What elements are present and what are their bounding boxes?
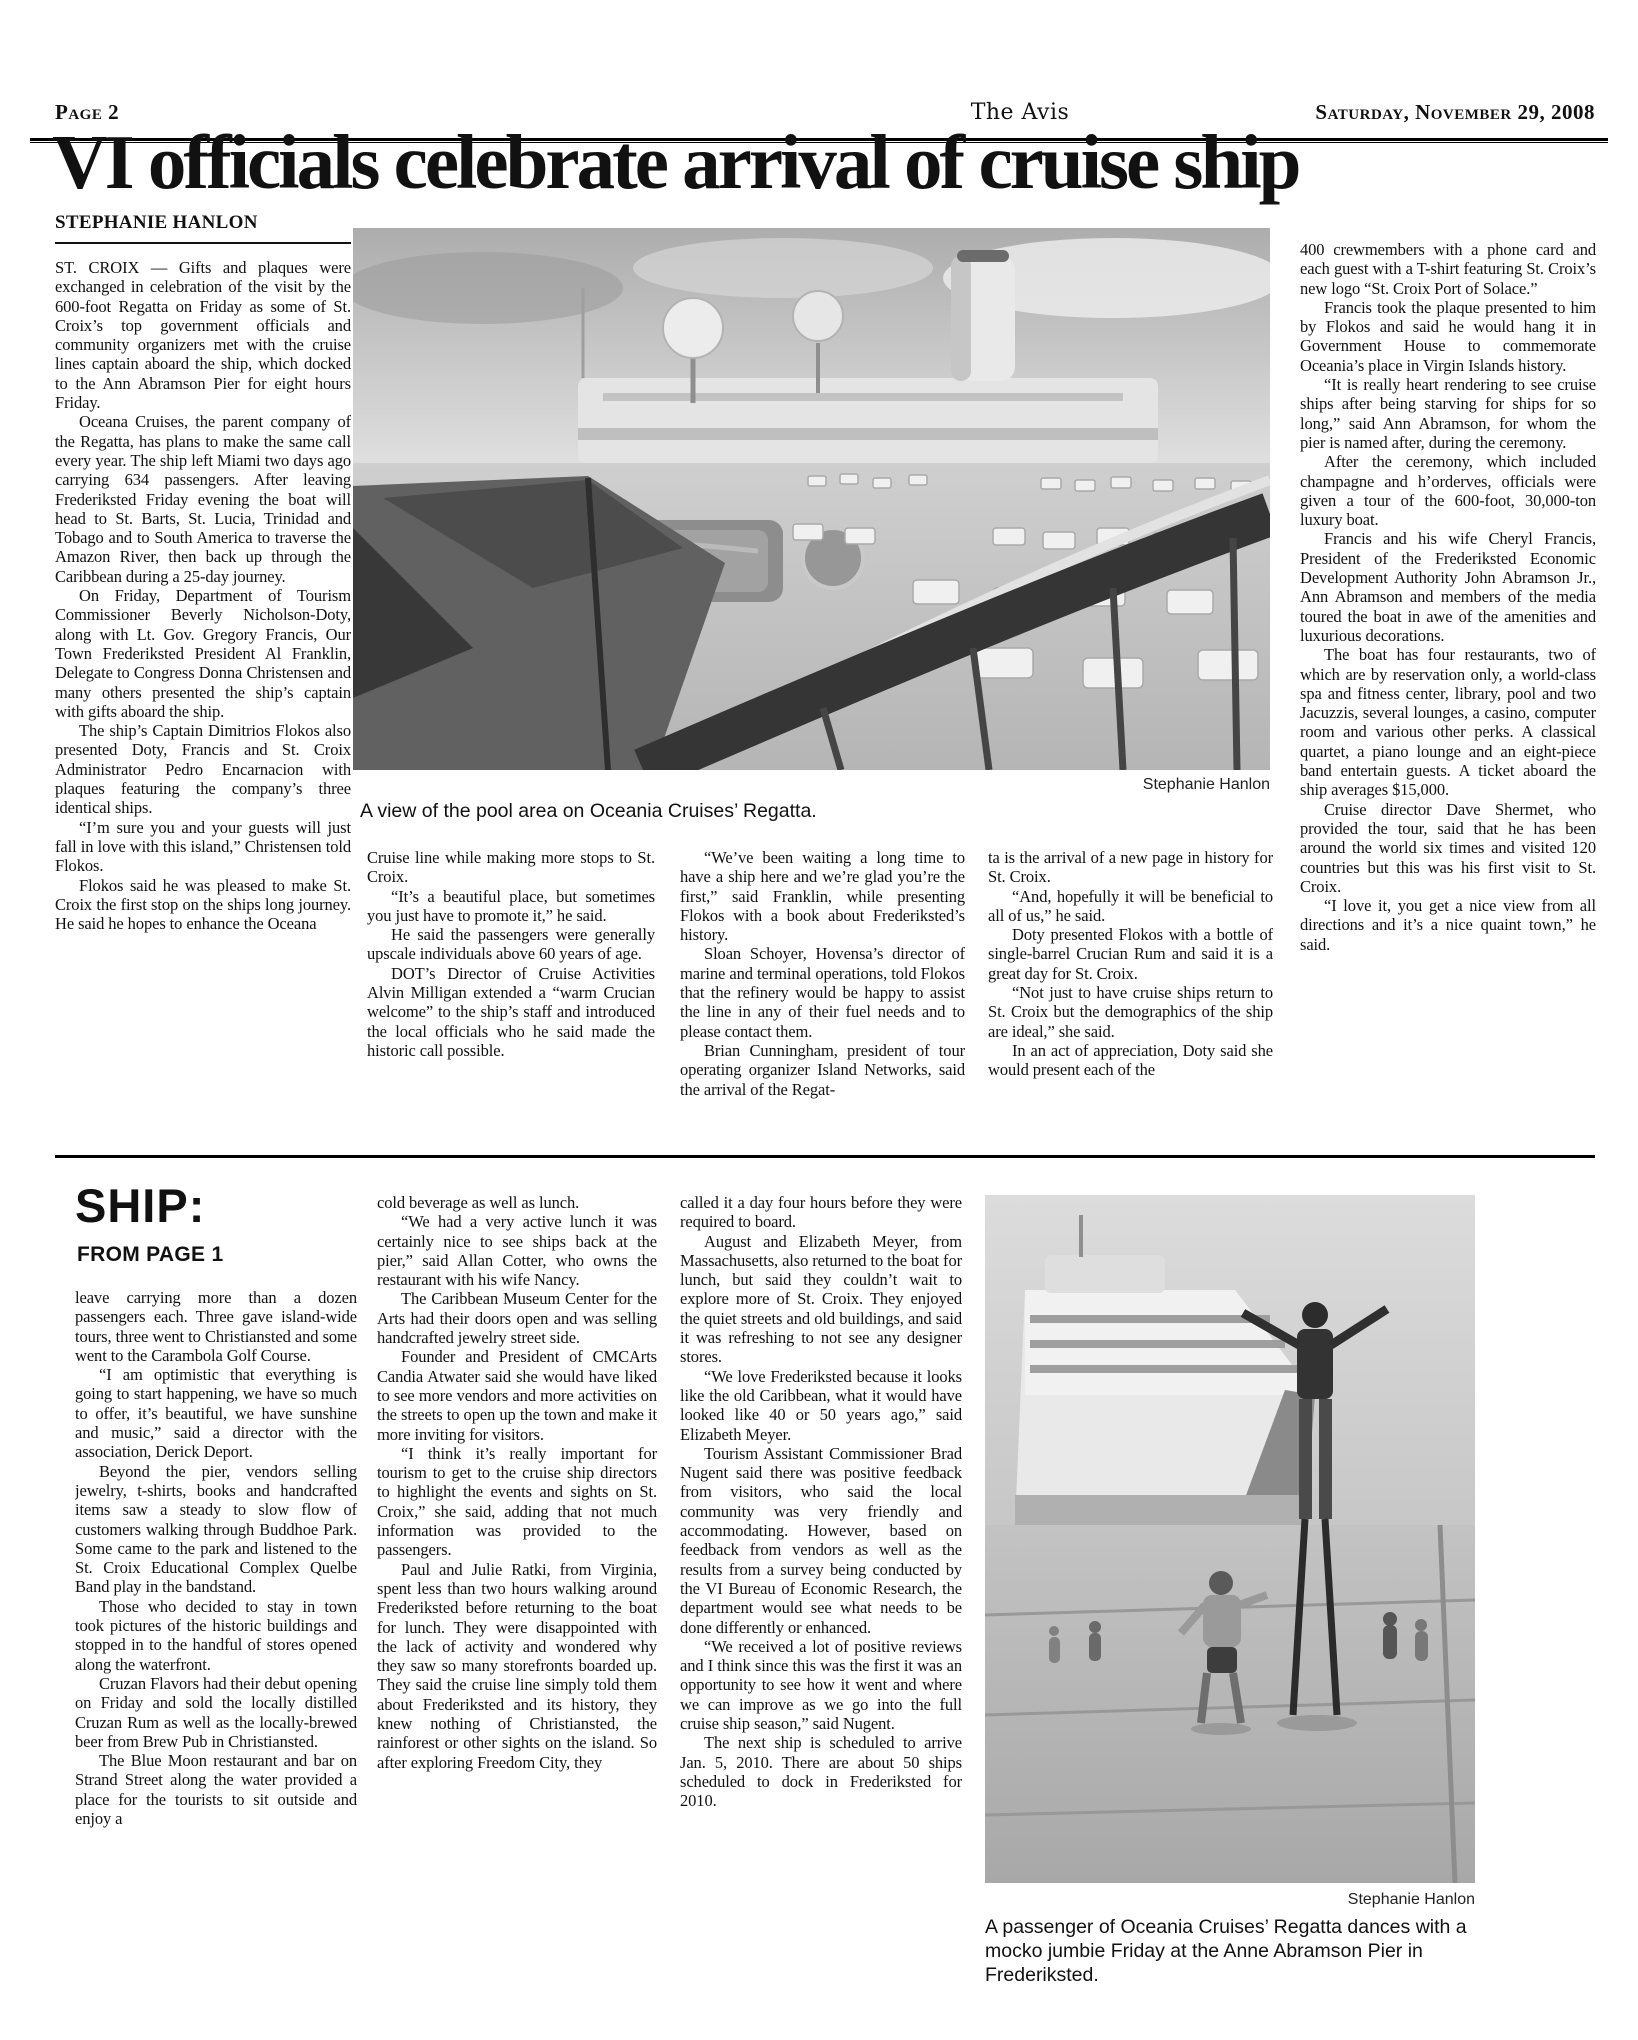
jump-fromline: FROM PAGE 1	[77, 1243, 224, 1266]
paragraph: “It is really heart rendering to see cruise ships after being starving for ships for so long,” said Ann Abramson, for whom the pier is named after, during the ceremony.	[1300, 375, 1596, 452]
headline: VI officials celebrate arrival of cruise ship	[52, 119, 1299, 205]
paragraph: Founder and President of CMCArts Candia Atwater said she would have liked to see more vendors and more activities on the streets to open up the town and make it more inviting for visitors.	[377, 1347, 657, 1444]
paragraph: “And, hopefully it will be beneficial to all of us,” he said.	[988, 886, 1273, 925]
article-column-5	[1300, 240, 1596, 1108]
photo-caption: A passenger of Oceania Cruises’ Regatta dances with a mocko jumbie Friday at the Anne Abramson Pier in Frederiksted.	[985, 1916, 1467, 1986]
paragraph: The Caribbean Museum Center for the Arts had their doors open and was selling handcrafted jewelry street side.	[377, 1289, 657, 1348]
photo-caption: A view of the pool area on Oceania Cruises’ Regatta.	[360, 800, 817, 822]
section-divider-rule	[55, 1155, 1595, 1158]
paragraph: The ship’s Captain Dimitrios Flokos also presented Doty, Francis and St. Croix Administrator Pedro Encarnacion with plaques featuring the company’s three identical ships.	[55, 721, 351, 818]
photo-credit: Stephanie Hanlon	[1347, 1891, 1475, 1908]
paragraph: Cruise director Dave Shermet, who provided the tour, said that he has been around the world six times and visited 120 countries but this was his first visit to St. Croix.	[1300, 799, 1596, 896]
paragraph: “I’m sure you and your guests will just fall in love with this island,” Christensen told Flokos.	[55, 817, 351, 876]
paragraph: Sloan Schoyer, Hovensa’s director of marine and terminal operations, told Flokos that the refinery would be happy to assist the line in any of their fuel needs and to please contact them.	[680, 944, 965, 1041]
paragraph: “We love Frederiksted because it looks like the old Caribbean, what it would have looked like 40 or 50 years ago,” said Elizabeth Meyer.	[680, 1366, 962, 1444]
paragraph: “We received a lot of positive reviews and I think since this was the first it was an opportunity to see how it went and where we can improve as we go into the full cruise ship season,” said Nugent.	[680, 1636, 962, 1734]
jump-column-1	[75, 1288, 357, 2018]
paragraph: The boat has four restaurants, two of which are by reservation only, a world-class spa and fitness center, library, pool and two Jacuzzis, several lounges, a casino, computer room and various other perks. A classical quartet, a piano lounge and an eight-piece band entertain guests. A ticket aboard the ship averages $15,000.	[1300, 645, 1596, 800]
paragraph: The next ship is scheduled to arrive Jan. 5, 2010. There are about 50 ships scheduled to dock in Frederiksted for 2010.	[680, 1733, 962, 1811]
paragraph: “It’s a beautiful place, but sometimes you just have to promote it,” he said.	[367, 886, 655, 925]
paragraph: “We’ve been waiting a long time to have a ship here and we’re glad you’re the first,” said Franklin, while presenting Flokos with a book about Frederiksted’s history.	[680, 848, 965, 945]
pool-deck-photo	[353, 228, 1270, 770]
paragraph: leave carrying more than a dozen passengers each. Three gave island-wide tours, three went to Christiansted and some went to the Carambola Golf Course.	[75, 1288, 357, 1365]
paragraph: called it a day four hours before they were required to board.	[680, 1193, 962, 1232]
article-column-1	[55, 258, 351, 1108]
jump-headline: SHIP:	[75, 1179, 206, 1232]
paragraph: Cruzan Flavors had their debut opening on Friday and sold the locally distilled Cruzan Rum as well as the locally-brewed beer from Brew Pub in Christiansted.	[75, 1673, 357, 1751]
paragraph: “Not just to have cruise ships return to St. Croix but the demographics of the ship are ideal,” she said.	[988, 983, 1273, 1041]
article-column-2	[367, 848, 655, 1110]
jump-column-3	[680, 1193, 962, 2018]
issue-date: Saturday, November 29, 2008	[1315, 100, 1595, 124]
paragraph: Those who decided to stay in town took pictures of the historic buildings and stopped in to the handful of stores opened along the waterfront.	[75, 1596, 357, 1674]
paragraph: August and Elizabeth Meyer, from Massachusetts, also returned to the boat for lunch, but said they couldn’t wait to explore more of St. Croix. They enjoyed the quiet streets and old buildings, and said it was refreshing to not see any designer stores.	[680, 1231, 962, 1367]
paragraph: Francis took the plaque presented to him by Flokos and said he would hang it in Government House to commemorate Oceania’s place in Virgin Islands history.	[1300, 297, 1596, 375]
paragraph: “I love it, you get a nice view from all directions and it’s a nice quaint town,” he said.	[1300, 896, 1596, 954]
paragraph: Oceana Cruises, the parent company of the Regatta, has plans to make the same call every year. The ship left Miami two days ago carrying 634 passengers. After leaving Frederiksted Friday evening the boat will head to St. Barts, St. Lucia, Trinidad and Tobago and to South America to traverse the Amazon River, then back up through the Caribbean during a 25-day journey.	[55, 412, 351, 586]
paragraph: 400 crewmembers with a phone card and each guest with a T-shirt featuring St. Croix’s new logo “St. Croix Port of Solace.”	[1300, 240, 1596, 298]
paragraph: Beyond the pier, vendors selling jewelry, t-shirts, books and handcrafted items saw a steady to slow flow of customers walking through Buddhoe Park. Some came to the park and listened to the St. Croix Educational Complex Quelbe Band play in the bandstand.	[75, 1461, 357, 1597]
paragraph: DOT’s Director of Cruise Activities Alvin Milligan extended a “warm Crucian welcome” to the ship’s staff and introduced the local officials who he said made the historic call possible.	[367, 963, 655, 1060]
article-column-3	[680, 848, 965, 1110]
paragraph: Francis and his wife Cheryl Francis, President of the Frederiksted Economic Development Authority John Abramson Jr., Ann Abramson and members of the media toured the boat in awe of the amenities and luxurious decorations.	[1300, 529, 1596, 645]
paragraph: “I think it’s really important for tourism to get to the cruise ship directors to highlight the events and sights on St. Croix,” she said, adding that not much information was provided to the passengers.	[377, 1443, 657, 1560]
paragraph: Paul and Julie Ratki, from Virginia, spent less than two hours walking around Frederiksted before returning to the boat for lunch. They were disappointed with the lack of activity and wondered why they saw so many storefronts boarded up. They said the cruise line simply told them about Frederiksted and its history, they knew nothing of Christiansted, the rainforest or other sights on the island. So after exploring Freedom City, they	[377, 1559, 657, 1772]
paragraph: “I am optimistic that everything is going to start happening, we have so much to offer, it’s beautiful, we have sunshine and music,” said a director with the association, Derick Deport.	[75, 1365, 357, 1462]
article-column-4	[988, 848, 1273, 1110]
paragraph: Tourism Assistant Commissioner Brad Nugent said there was positive feedback from visitors, who said the local community was very friendly and accommodating. However, based on feedback from vendors as well as the results from a survey being conducted by the VI Bureau of Economic Research, the department would see what needs to be done differently or enhanced.	[680, 1443, 962, 1637]
paragraph: After the ceremony, which included champagne and h’orderves, officials were given a tour of the 600-foot, 30,000-ton luxury boat.	[1300, 452, 1596, 530]
paragraph: ta is the arrival of a new page in history for St. Croix.	[988, 848, 1273, 887]
byline: STEPHANIE HANLON	[55, 212, 351, 244]
paragraph: On Friday, Department of Tourism Commissioner Beverly Nicholson-Doty, along with Lt. Gov. Gregory Francis, Our Town Frederiksted President Al Franklin, Delegate to Congress Donna Christensen and many others presented the ship’s captain with gifts aboard the ship.	[55, 586, 351, 721]
pool-deck-photo-art	[353, 228, 1270, 770]
paragraph: He said the passengers were generally upscale individuals above 60 years of age.	[367, 925, 655, 964]
paragraph: The Blue Moon restaurant and bar on Strand Street along the water provided a place for the tourists to sit outside and enjoy a	[75, 1751, 357, 1829]
page-number: Page 2	[55, 100, 120, 124]
paragraph: Cruise line while making more stops to St. Croix.	[367, 848, 655, 887]
jump-column-2	[377, 1193, 657, 2018]
paragraph: Brian Cunningham, president of tour operating organizer Island Networks, said the arrival of the Regat-	[680, 1040, 965, 1099]
paragraph: cold beverage as well as lunch.	[377, 1193, 580, 1212]
paragraph: “We had a very active lunch it was certainly nice to see ships back at the pier,” said Allan Cotter, who owns the restaurant with his wife Nancy.	[377, 1212, 657, 1290]
mocko-jumbie-photo-art	[985, 1195, 1475, 1883]
masthead: The Avis	[970, 100, 1070, 125]
paragraph: In an act of appreciation, Doty said she would present each of the	[988, 1040, 1273, 1080]
paragraph: Doty presented Flokos with a bottle of single-barrel Crucian Rum and said it is a great day for St. Croix.	[988, 925, 1273, 983]
paragraph: Flokos said he was pleased to make St. Croix the first stop on the ships long journey. He said he hopes to enhance the Oceana	[55, 875, 351, 934]
mocko-jumbie-photo	[985, 1195, 1475, 1883]
paragraph: ST. CROIX — Gifts and plaques were exchanged in celebration of the visit by the 600-foot Regatta on Friday as some of St. Croix’s top government officials and community organizers met with the cruise lines captain aboard the ship, which docked to the Ann Abramson Pier for eight hours Friday.	[55, 258, 351, 413]
photo-credit: Stephanie Hanlon	[1142, 776, 1270, 793]
